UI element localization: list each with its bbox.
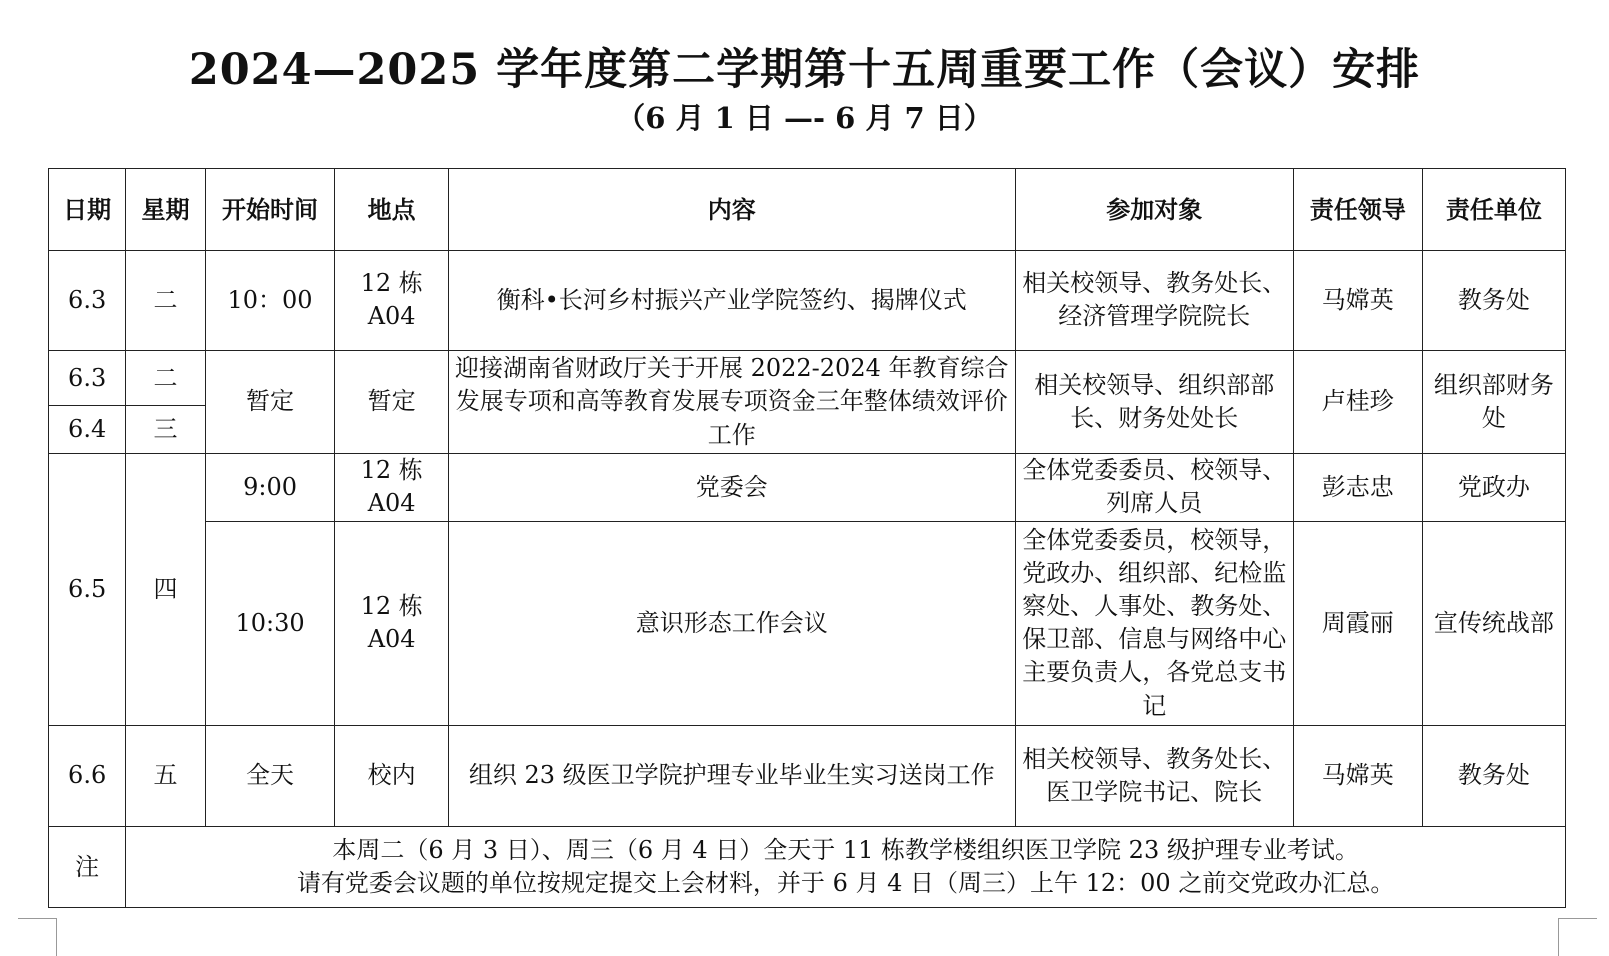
table-row [49,250,1566,351]
cell-weekday: 三 [126,406,205,454]
cell-time: 10：00 [205,250,335,351]
header-unit: 责任单位 [1422,169,1565,251]
cell-location: 校内 [335,725,448,827]
table-row [49,351,1566,406]
page-title: 2024—2025 学年度第二学期第十五周重要工作（会议）安排 [188,45,1421,95]
page-subtitle: （6 月 1 日 —- 6 月 7 日） [616,101,993,135]
cell-date: 6.3 [49,351,126,406]
note-label: 注 [49,827,126,908]
cell-unit: 教务处 [1422,250,1565,351]
cell-location: 12 栋 A04 [335,522,448,725]
header-attendees: 参加对象 [1015,169,1293,251]
header-date: 日期 [49,169,126,251]
cell-content: 衡科•长河乡村振兴产业学院签约、揭牌仪式 [448,250,1015,351]
cell-attendees: 全体党委委员，校领导，党政办、组织部、纪检监察处、人事处、教务处、保卫部、信息与网络中心主要负责人，各党总支书记 [1015,522,1293,725]
cell-weekday: 五 [126,725,205,827]
cell-date: 6.4 [49,406,126,454]
cell-attendees: 相关校领导、组织部部长、财务处处长 [1015,351,1293,453]
table-row [49,453,1566,521]
cell-date: 6.3 [49,250,126,351]
cell-attendees: 全体党委委员、校领导、列席人员 [1015,453,1293,521]
cell-unit: 教务处 [1422,725,1565,827]
cell-weekday: 四 [126,453,205,725]
note-content [126,827,1566,908]
cell-content: 迎接湖南省财政厅关于开展 2022-2024 年教育综合发展专项和高等教育发展专项资金三年整体绩效评价工作 [448,351,1015,453]
page-corner-mark [18,918,57,956]
cell-attendees: 相关校领导、教务处长、经济管理学院院长 [1015,250,1293,351]
cell-location: 12 栋 A04 [335,453,448,521]
cell-weekday: 二 [126,250,205,351]
header-content: 内容 [448,169,1015,251]
cell-leader: 彭志忠 [1293,453,1422,521]
cell-attendees: 相关校领导、教务处长、医卫学院书记、院长 [1015,725,1293,827]
header-row [49,169,1566,251]
cell-location: 12 栋 A04 [335,250,448,351]
header-start-time: 开始时间 [205,169,335,251]
header-weekday: 星期 [126,169,205,251]
cell-time: 9:00 [205,453,335,521]
table-row [49,522,1566,725]
cell-leader: 马嫦英 [1293,250,1422,351]
cell-content: 组织 23 级医卫学院护理专业毕业生实习送岗工作 [448,725,1015,827]
cell-time: 全天 [205,725,335,827]
header-leader: 责任领导 [1293,169,1422,251]
cell-leader: 马嫦英 [1293,725,1422,827]
cell-unit: 党政办 [1422,453,1565,521]
cell-unit: 宣传统战部 [1422,522,1565,725]
cell-unit: 组织部财务处 [1422,351,1565,453]
cell-date: 6.5 [49,453,126,725]
cell-date: 6.6 [49,725,126,827]
schedule-table [48,168,1566,908]
cell-weekday: 二 [126,351,205,406]
cell-time: 暂定 [205,351,335,453]
note-row [49,827,1566,908]
cell-location: 暂定 [335,351,448,453]
note-line: 请有党委会议题的单位按规定提交上会材料，并于 6 月 4 日（周三）上午 12：00 之前交党政办汇总。 [296,869,1395,898]
cell-content: 意识形态工作会议 [448,522,1015,725]
cell-leader: 卢桂珍 [1293,351,1422,453]
cell-leader: 周霞丽 [1293,522,1422,725]
cell-content: 党委会 [448,453,1015,521]
page-corner-mark [1558,918,1597,956]
table-row [49,725,1566,827]
cell-time: 10:30 [205,522,335,725]
note-line: 本周二（6 月 3 日）、周三（6 月 4 日）全天于 11 栋教学楼组织医卫学院 23 级护理专业考试。 [332,836,1359,865]
header-location: 地点 [335,169,448,251]
